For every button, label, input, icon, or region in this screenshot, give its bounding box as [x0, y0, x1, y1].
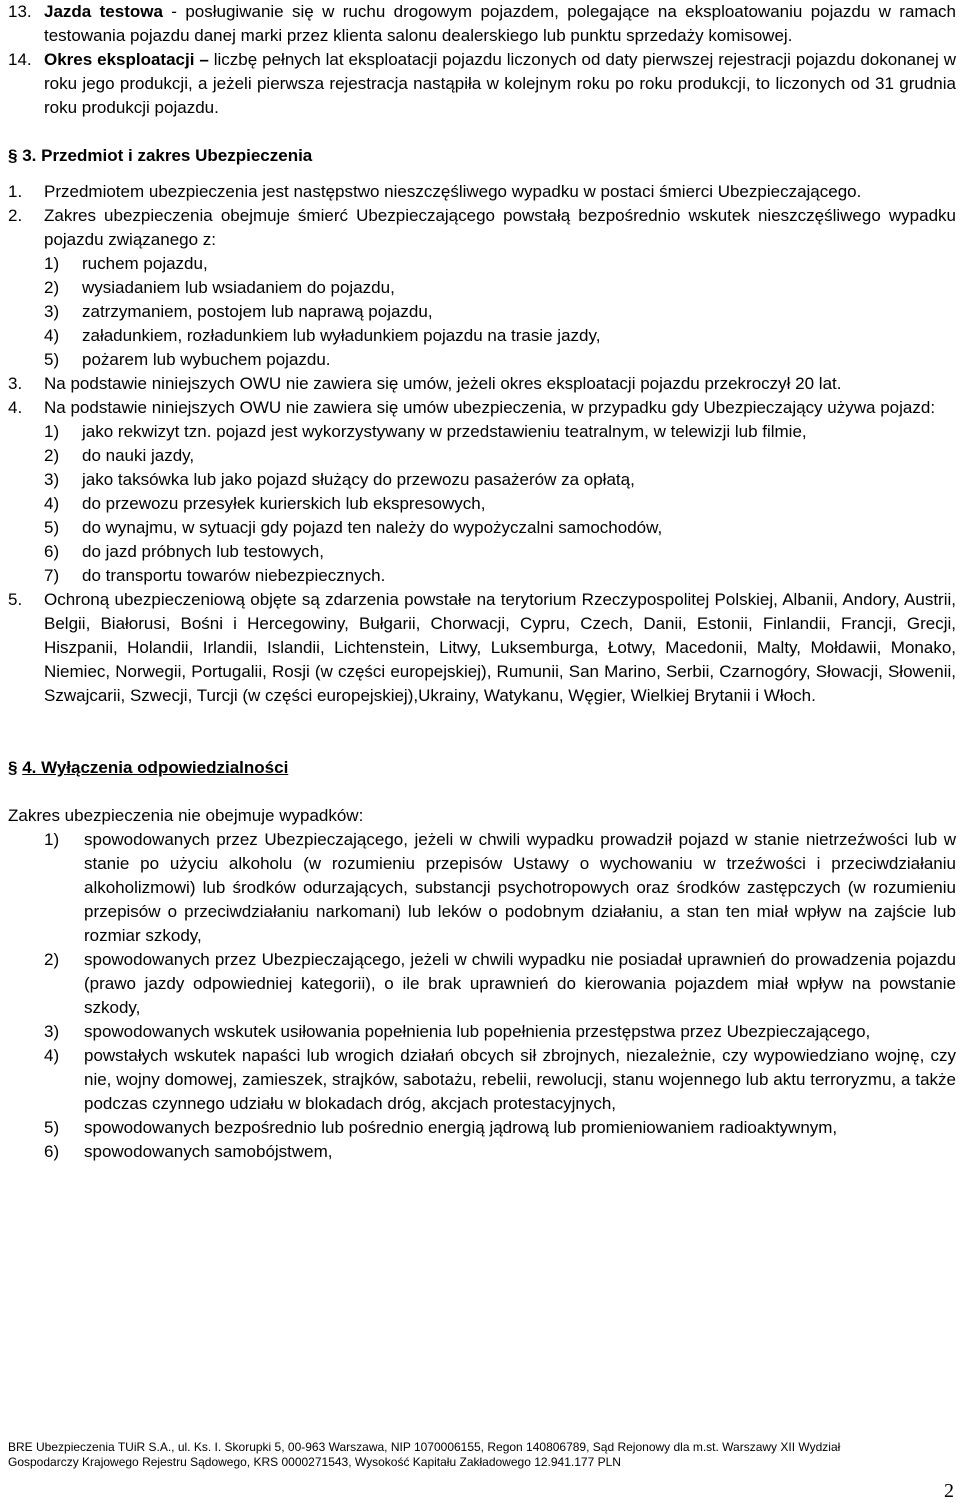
page-number: 2 — [944, 1480, 954, 1502]
section-3-point-5: 5. Ochroną ubezpieczeniową objęte są zdarzenia powstałe na terytorium Rzeczypospolitej Polskiej, Albanii, Andory, Austrii, Belgii, Białorusi, Bośni i Hercegowiny, Bułgarii, Chorwacji, Cypru, Czech, Danii, Estonii, Finlandii, Francji, Grecji, Hiszpanii, Holandii, Irlandii, Islandii, Lichtenstein, Litwy, Luksemburga, Łotwy, Macedonii, Malty, Mołdawii, Monako, Niemiec, Norwegii, Portugalii, Rosji (w części europejskiej), Rumunii, San Marino, Serbii, Czarnogóry, Słowacji, Słowenii, Szwajcarii, Szwecji, Turcji (w części europejskiej),Ukrainy, Watykanu, Węgier, Wielkiej Brytanii i Włoch. — [8, 590, 956, 705]
list-item: 7) do transportu towarów niebezpiecznych. — [44, 566, 386, 585]
list-item: 2) do nauki jazdy, — [44, 446, 195, 465]
list-item: 1) ruchem pojazdu, — [44, 254, 208, 273]
paragraph-sign: § — [8, 146, 18, 165]
footer-line-2: Gospodarczy Krajowego Rejestru Sądowego, KRS 0000271543, Wysokość Kapitału Zakładowego 12.941.177 PLN — [8, 1455, 621, 1469]
list-item: 5) pożarem lub wybuchem pojazdu. — [44, 350, 331, 369]
definition-number: 14. — [8, 50, 32, 69]
list-item: 3) jako taksówka lub jako pojazd służący do przewozu pasażerów za opłatą, — [44, 470, 635, 489]
section-3-point-3: 3. Na podstawie niniejszych OWU nie zawiera się umów, jeżeli okres eksploatacji pojazdu przekroczył 20 lat. — [8, 374, 842, 393]
list-item: 4) załadunkiem, rozładunkiem lub wyładunkiem pojazdu na trasie jazdy, — [44, 326, 601, 345]
list-item: 3) spowodowanych wskutek usiłowania popełnienia lub popełnienia przestępstwa przez Ubezpieczającego, — [44, 1022, 871, 1041]
list-item: 5) spowodowanych bezpośrednio lub pośrednio energią jądrową lub promieniowaniem radioaktywnym, — [44, 1118, 838, 1137]
section-3-point-4: 4. Na podstawie niniejszych OWU nie zawiera się umów ubezpieczenia, w przypadku gdy Ubezpieczający używa pojazd: — [8, 398, 936, 417]
exclusions-list — [8, 828, 956, 1164]
definition-13 — [8, 0, 956, 48]
definition-text: liczbę pełnych lat eksploatacji pojazdu liczonych od daty pierwszej rejestracji pojazdu dokonanej w roku jego produkcji, a jeżeli pierwsza rejestracja nastąpiła w kolejnym roku po roku produkcji, to liczonych od 31 grudnia roku produkcji pojazdu. — [44, 50, 956, 117]
list-item: 4) powstałych wskutek napaści lub wrogich działań obcych sił zbrojnych, niezależnie, czy wypowiedziano wojnę, czy nie, wojny domowej, zamieszek, strajków, sabotażu, rebelii, rewolucji, stanu wojennego lub aktu terroryzmu, a także podczas czynnego udziału w blokadach dróg, akcjach protestacyjnych, — [44, 1046, 956, 1113]
list-item: 4) do przewozu przesyłek kurierskich lub ekspresowych, — [44, 494, 486, 513]
list-item: 6) spowodowanych samobójstwem, — [44, 1142, 333, 1161]
section-4-heading — [8, 756, 956, 780]
definition-text: - posługiwanie się w ruchu drogowym pojazdem, polegające na eksploatowaniu pojazdu w ramach testowania pojazdu danej marki przez klienta salonu dealerskiego lub punktu sprzedaży komisowej. — [44, 2, 956, 45]
section-3-point-4-list — [8, 420, 956, 588]
list-item: 6) do jazd próbnych lub testowych, — [44, 542, 324, 561]
definition-term: Jazda testowa — [44, 2, 163, 21]
list-item: 3) zatrzymaniem, postojem lub naprawą pojazdu, — [44, 302, 433, 321]
list-item: 5) do wynajmu, w sytuacji gdy pojazd ten należy do wypożyczalni samochodów, — [44, 518, 663, 537]
definition-number: 13. — [8, 2, 32, 21]
section-3-point-2-list — [8, 252, 956, 372]
list-item: 2) spowodowanych przez Ubezpieczającego, jeżeli w chwili wypadku nie posiadał uprawnień do prowadzenia pojazdu (prawo jazdy odpowiedniej kategorii), o ile brak uprawnień do kierowania pojazdem miał wpływ na powstanie szkody, — [44, 950, 956, 1017]
section-title: 4. Wyłączenia odpowiedzialności — [22, 758, 289, 777]
footer-line-1: BRE Ubezpieczenia TUiR S.A., ul. Ks. I. Skorupki 5, 00-963 Warszawa, NIP 1070006155, Regon 140806789, Sąd Rejonowy dla m.st. Warszawy XII Wydział — [8, 1440, 841, 1454]
section-3-point-2: 2. Zakres ubezpieczenia obejmuje śmierć Ubezpieczającego powstałą bezpośrednio wskutek nieszczęśliwego wypadku pojazdu związanego z: — [8, 206, 956, 249]
section-3-heading — [8, 144, 956, 168]
list-item: 1) jako rekwizyt tzn. pojazd jest wykorzystywany w przedstawieniu teatralnym, w telewizji lub filmie, — [44, 422, 807, 441]
definition-14 — [8, 48, 956, 120]
section-3-point-1: 1. Przedmiotem ubezpieczenia jest następstwo nieszczęśliwego wypadku w postaci śmierci Ubezpieczającego. — [8, 182, 862, 201]
definition-term: Okres eksploatacji – — [44, 50, 209, 69]
list-item: 1) spowodowanych przez Ubezpieczającego, jeżeli w chwili wypadku prowadził pojazd w stanie nietrzeźwości lub w stanie po użyciu alkoholu (w rozumieniu przepisów Ustawy o wychowaniu w trzeźwości i przeciwdziałaniu alkoholizmowi) lub środków odurzających, substancji psychotropowych oraz środków zastępczych (w rozumieniu przepisów o przeciwdziałaniu narkomani) lub leków o podobnym działaniu, a stan ten miał wpływ na zajście lub rozmiar szkody, — [44, 830, 956, 945]
section-title: 3. Przedmiot i zakres Ubezpieczenia — [22, 146, 313, 165]
list-item: 2) wysiadaniem lub wsiadaniem do pojazdu, — [44, 278, 395, 297]
section-4-intro: Zakres ubezpieczenia nie obejmuje wypadków: — [8, 806, 364, 825]
document-content — [8, 0, 956, 1164]
page-footer — [8, 1440, 958, 1470]
paragraph-sign: § — [8, 758, 18, 777]
